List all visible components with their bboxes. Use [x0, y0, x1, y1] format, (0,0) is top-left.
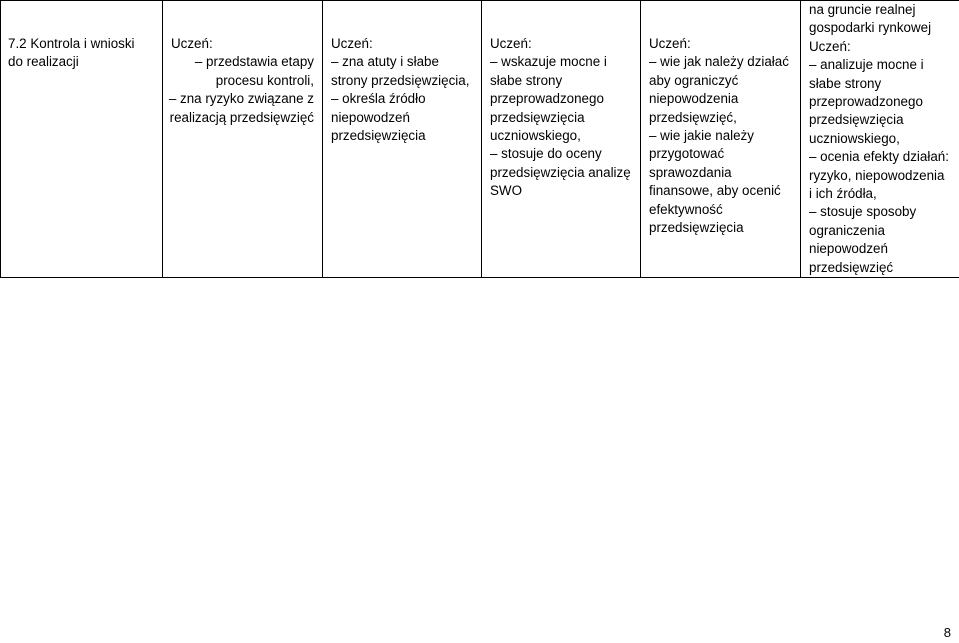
cell-line: na gruncie realnej	[809, 2, 916, 17]
cell-line: słabe strony	[490, 72, 563, 88]
cell-line: gospodarki rynkowej	[809, 20, 932, 36]
cell-header: Uczeń:	[331, 36, 373, 51]
level-cell-bardzo-dobry	[641, 1, 801, 278]
cell-line: ograniczenia	[809, 222, 885, 238]
page-number: 8	[943, 625, 951, 640]
level-cell-celujacy	[801, 1, 959, 278]
cell-line: – wie jakie należy	[649, 128, 754, 144]
cell-line: – wskazuje mocne i	[490, 54, 607, 70]
cell-line: przygotować	[649, 146, 725, 162]
cell-line: – określa źródło	[331, 91, 426, 107]
cell-line: uczniowskiego,	[490, 128, 581, 144]
cell-line: – zna atuty i słabe	[331, 54, 439, 70]
cell-line: strony przedsięwzięcia,	[331, 72, 470, 88]
cell-line: realizacją przedsięwzięć	[169, 109, 314, 125]
cell-line: sprawozdania	[649, 164, 732, 180]
cell-line: przedsięwzięć,	[649, 109, 737, 125]
cell-line: słabe strony	[809, 75, 882, 91]
cell-line: przedsięwzięcia	[649, 220, 744, 236]
cell-line: efektywność	[649, 201, 723, 217]
cell-line: przedsięwzięcia	[490, 109, 585, 125]
cell-line: – wie jak należy działać	[649, 54, 789, 70]
cell-line: niepowodzeń	[331, 109, 410, 125]
cell-line: SWO	[490, 183, 522, 199]
cell-header: Uczeń:	[490, 36, 532, 51]
cell-line: – ocenia efekty działań:	[809, 149, 949, 165]
level-content-5	[801, 1, 959, 277]
level-cell-dostateczny	[323, 1, 482, 278]
cell-line: przedsięwzięć	[809, 259, 894, 275]
cell-line: – stosuje sposoby	[809, 204, 917, 220]
cell-line: ryzyko, niepowodzenia	[809, 167, 945, 183]
level-cell-dobry	[482, 1, 641, 278]
cell-header: Uczeń:	[809, 38, 851, 54]
cell-line: – stosuje do oceny	[490, 146, 602, 162]
cell-line: do realizacji	[8, 54, 79, 70]
level-content-1	[163, 1, 322, 127]
level-cell-dopuszczajacy	[163, 1, 323, 278]
cell-line: 7.2 Kontrola i wnioski	[8, 36, 135, 51]
cell-line: – przedstawia etapy	[194, 54, 314, 70]
table-row	[1, 1, 959, 278]
cell-line: – analizuje mocne i	[809, 57, 924, 73]
cell-line: przedsięwzięcia	[331, 128, 426, 144]
level-content-3	[482, 1, 640, 201]
cell-line: przeprowadzonego	[490, 91, 604, 107]
level-content-2	[323, 1, 481, 145]
cell-line: przedsięwzięcia	[809, 112, 904, 128]
cell-line: procesu kontroli,	[215, 72, 314, 88]
cell-header: Uczeń:	[649, 36, 691, 51]
level-content-4	[641, 1, 800, 237]
cell-line: niepowodzenia	[649, 91, 739, 107]
cell-line: przedsięwzięcia analizę	[490, 164, 631, 180]
cell-line: uczniowskiego,	[809, 130, 900, 146]
cell-line: niepowodzeń	[809, 241, 888, 257]
topic-content	[1, 1, 162, 72]
cell-header: Uczeń:	[171, 36, 213, 51]
cell-line: aby ograniczyć	[649, 72, 739, 88]
cell-line: przeprowadzonego	[809, 94, 923, 110]
cell-line: finansowe, aby ocenić	[649, 183, 781, 199]
cell-line: i ich źródła,	[809, 186, 877, 202]
cell-line: – zna ryzyko związane z	[168, 91, 314, 107]
competency-table	[0, 0, 959, 278]
topic-cell	[1, 1, 163, 278]
